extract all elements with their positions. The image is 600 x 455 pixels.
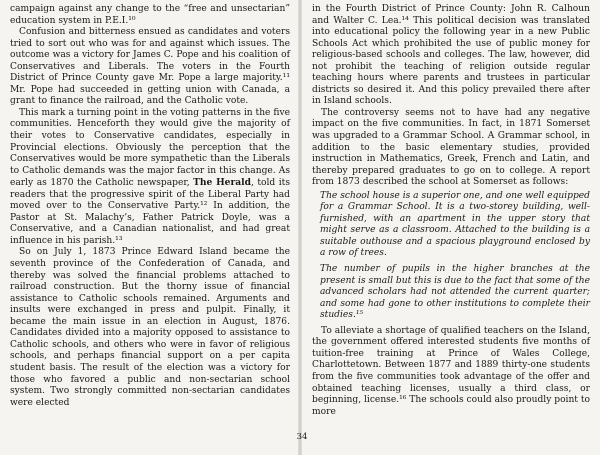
left-paragraph-3-text-c: , told its readers that the progressive spirit of the Liberal Party had moved over to the Conservative Party.¹² In addition, the Pastor at St. Malachy’s, Father Patrick Doyle, was a Conservative, and a Canadian nationalist, and had great influence in his parish.¹³ xyxy=(10,178,290,246)
herald-newspaper-name: The Herald xyxy=(193,177,251,189)
left-paragraph-1: campaign against any change to the “free and unsectarian” education system in P.E.I.¹⁰ xyxy=(10,4,290,26)
left-paragraph-2: Confusion and bitterness ensued as candidates and voters tried to sort out who was for and against which issues. The outcome was a victory for James C. Pope and his coalition of Conservatives and Liberals. The voters in the Fourth District of Prince County gave Mr. Pope a large majority.¹¹ Mr. Pope had succeeded in getting union with Canada, a grant to finance the railroad, and the Catholic vote. xyxy=(10,27,290,107)
left-paragraph-4: So on July 1, 1873 Prince Edward Island became the seventh province of the Confederation of Canada, and thereby was solved the financial problems attached to railroad construction. But the thorny issue of financial assistance to Catholic schools remained. Arguments and insults were exchanged in press and pulpit. Finally, it became the main issue in an election in August, 1876. Candidates divided into a majority opposed to assistance to Catholic schools, and others who were in favor of religious schools, and perhaps financial support on a per capita student basis. The result of the election was a victory for those who favored a public and non-sectarian school system. Two strongly committed non-sectarian candidates were elected xyxy=(10,247,290,408)
book-gutter xyxy=(298,0,302,455)
left-paragraph-3-text-a: This mark a turning point in the voting patterns in the five communities. Henceforth they would give the majority of their votes to Conservative candidates, especially in Provincial elections. Obviously the perception that the Conservatives would be more sympathetic than the Liberals to Catholic demands was the major factor in this change. As early as 1870 the Catholic newspaper, xyxy=(10,107,290,189)
left-paragraph-3 xyxy=(10,108,290,248)
left-page xyxy=(10,4,290,444)
quote-paragraph-1: The school house is a superior one, and one well equipped for a Grammar School. It is a two-storey building, well-furnished, with an apartment in the upper story that might serve as a classroom. Attached to the building is a suitable outhouse and a spacious playground enclosed by a row of trees. xyxy=(320,190,590,259)
right-page xyxy=(312,4,590,444)
right-paragraph-1: in the Fourth District of Prince County: John R. Calhoun and Walter C. Lea.¹⁴ This political decision was translated into educational policy the following year in a new Public Schools Act which prohibited the use of public money for religious-based schools and colleges. The law, however, did not prohibit the teaching of religion outside regular teaching hours where parents and trustees in particular districts so desired it. And this policy prevailed there after in Island schools. xyxy=(312,4,590,107)
right-paragraph-2: The controversy seems not to have had any negative impact on the five communities. In fact, in 1871 Somerset was upgraded to a Grammar School. A Grammar school, in addition to the basic elementary studies, provided instruction in Mathematics, Greek, French and Latin, and thereby prepared graduates to go on to college. A report from 1873 described the school at Somerset as follows: xyxy=(312,107,590,188)
block-quote xyxy=(320,191,590,322)
quote-paragraph-2: The number of pupils in the higher branches at the present is small but this is due to the fact that some of the advanced scholars had not attended the current quarter; and some had gone to other institutions to complete their studies.¹⁵ xyxy=(320,264,590,321)
right-paragraph-3: To alleviate a shortage of qualified teachers on the Island, the government offered interested students five months of tuition-free training at Prince of Wales College, Charlottetown. Between 1877 and 1889 thirty-one students from the five communities took advantage of the offer and obtained teaching licenses, usually a third class, or beginning, license.¹⁶ The schools could also proudly point to more xyxy=(312,325,590,417)
page-number: 34 xyxy=(296,432,308,442)
